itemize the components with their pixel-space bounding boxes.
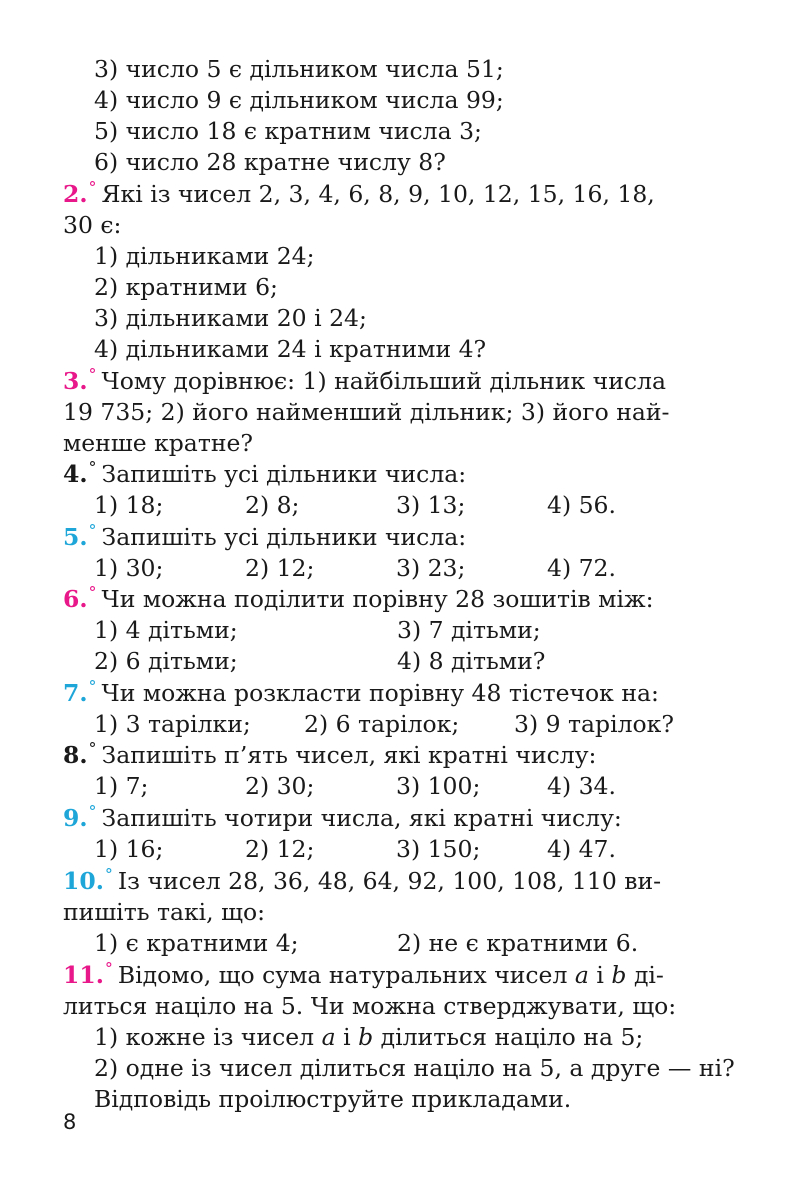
problem-2-line-1 — [63, 179, 723, 212]
prev-item-6: 6) число 28 кратне числу 8? — [94, 148, 446, 176]
problem-3-number: 3. — [63, 367, 88, 395]
problem-2-item-3: 3) дільниками 20 і 24; — [94, 304, 367, 332]
problem-6-number: 6. — [63, 585, 88, 613]
problem-5-text: Запишіть усі дільники числа: — [101, 523, 467, 551]
prev-item-5: 5) число 18 є кратним числа 3; — [94, 117, 482, 145]
problem-5-number: 5. — [63, 523, 88, 551]
problem-7-text: Чи можна розкласти порівну 48 тістечок на: — [101, 679, 659, 707]
problem-11-line-2: литься націло на 5. Чи можна стверджувати, що: — [63, 992, 677, 1020]
option: 3) 150; — [396, 835, 481, 863]
page-number: 8 — [63, 1110, 77, 1134]
problem-8-options — [94, 771, 754, 802]
option: 1) 3 тарілки; — [94, 710, 251, 738]
prev-item-3: 3) число 5 є дільником числа 51; — [94, 55, 504, 83]
conjunction: і — [596, 961, 604, 989]
option: 2) 8; — [245, 491, 300, 519]
option: 3) 13; — [396, 491, 466, 519]
option: 2) 6 тарілок; — [304, 710, 460, 738]
problem-11-number: 11. — [63, 961, 104, 989]
problem-6-text: Чи можна поділити порівну 28 зошитів між: — [101, 585, 654, 613]
problem-11-item-1 — [94, 1022, 754, 1053]
degree-mark: ° — [88, 458, 97, 477]
degree-mark: ° — [88, 677, 97, 696]
problem-2-text: Які із чисел 2, 3, 4, 6, 8, 9, 10, 12, 15, 16, 18, — [101, 180, 655, 208]
option: 2) 12; — [245, 835, 315, 863]
problem-7-options — [94, 709, 754, 740]
variable-b: b — [611, 961, 627, 989]
problem-11-item-2: 2) одне із чисел ділиться націло на 5, а друге — ні? — [94, 1054, 735, 1082]
degree-mark: ° — [88, 521, 97, 540]
option: 2) 30; — [245, 772, 315, 800]
option: 3) 23; — [396, 554, 466, 582]
problem-6-options-row-1 — [94, 615, 754, 646]
item-text-a: 1) кожне із чисел — [94, 1023, 315, 1051]
option: 2) 12; — [245, 554, 315, 582]
variable-a: a — [321, 1023, 336, 1051]
option: 4) 47. — [547, 835, 616, 863]
option: 3) 100; — [396, 772, 481, 800]
option: 3) 7 дітьми; — [397, 616, 541, 644]
problem-5-line-1 — [63, 522, 723, 555]
problem-11-item-3: Відповідь проілюструйте прикладами. — [94, 1085, 572, 1113]
option: 1) 7; — [94, 772, 149, 800]
problem-4-number: 4. — [63, 460, 88, 488]
problem-4-line-1 — [63, 459, 723, 492]
option: 4) 56. — [547, 491, 616, 519]
problem-10-text-1: Із чисел 28, 36, 48, 64, 92, 100, 108, 110 ви- — [117, 867, 662, 895]
problem-5-options — [94, 553, 754, 584]
problem-10-line-1 — [63, 866, 723, 899]
degree-mark: ° — [104, 959, 113, 978]
degree-mark: ° — [88, 739, 97, 758]
option: 3) 9 тарілок? — [514, 710, 674, 738]
problem-10-line-2: пишіть такі, що: — [63, 898, 266, 926]
option: 2) 6 дітьми; — [94, 647, 238, 675]
degree-mark: ° — [88, 178, 97, 197]
problem-8-number: 8. — [63, 741, 88, 769]
problem-7-number: 7. — [63, 679, 88, 707]
option: 1) 4 дітьми; — [94, 616, 238, 644]
problem-2-item-4: 4) дільниками 24 і кратними 4? — [94, 335, 487, 363]
problem-11-line-1 — [63, 960, 723, 993]
degree-mark: ° — [104, 865, 113, 884]
prev-item-4: 4) число 9 є дільником числа 99; — [94, 86, 504, 114]
degree-mark: ° — [88, 802, 97, 821]
option: 1) 30; — [94, 554, 164, 582]
problem-10-number: 10. — [63, 867, 104, 895]
degree-mark: ° — [88, 365, 97, 384]
problem-9-text: Запишіть чотири числа, які кратні числу: — [101, 804, 622, 832]
problem-2-item-2: 2) кратними 6; — [94, 273, 278, 301]
option: 4) 8 дітьми? — [397, 647, 546, 675]
degree-mark: ° — [88, 583, 97, 602]
problem-2-number: 2. — [63, 180, 88, 208]
problem-8-text: Запишіть п’ять чисел, які кратні числу: — [101, 741, 597, 769]
problem-2-item-1: 1) дільниками 24; — [94, 242, 315, 270]
option: 1) 16; — [94, 835, 164, 863]
problem-8-line-1 — [63, 740, 723, 773]
item-text-b: ділиться націло на 5; — [380, 1023, 644, 1051]
option: 2) не є кратними 6. — [397, 929, 639, 957]
problem-11-text-b: ді- — [633, 961, 664, 989]
problem-11-text-a: Відомо, що сума натуральних чисел — [117, 961, 568, 989]
problem-2-line-2: 30 є: — [63, 211, 122, 239]
problem-4-options — [94, 490, 754, 521]
option: 1) 18; — [94, 491, 164, 519]
option: 4) 72. — [547, 554, 616, 582]
option: 1) є кратними 4; — [94, 929, 299, 957]
variable-b: b — [358, 1023, 374, 1051]
problem-9-line-1 — [63, 803, 723, 836]
problem-6-options-row-2 — [94, 646, 754, 677]
problem-9-number: 9. — [63, 804, 88, 832]
problem-3-line-1 — [63, 366, 723, 399]
option: 4) 34. — [547, 772, 616, 800]
problem-4-text: Запишіть усі дільники числа: — [101, 460, 467, 488]
problem-6-line-1 — [63, 584, 723, 617]
problem-7-line-1 — [63, 678, 723, 711]
problem-10-options — [94, 928, 754, 959]
variable-a: a — [574, 961, 589, 989]
problem-3-line-2: 19 735; 2) його найменший дільник; 3) його най- — [63, 398, 670, 426]
problem-3-line-3: менше кратне? — [63, 429, 253, 457]
problem-3-text-1: Чому дорівнює: 1) найбільший дільник числа — [101, 367, 666, 395]
problem-9-options — [94, 834, 754, 865]
conjunction: і — [343, 1023, 351, 1051]
